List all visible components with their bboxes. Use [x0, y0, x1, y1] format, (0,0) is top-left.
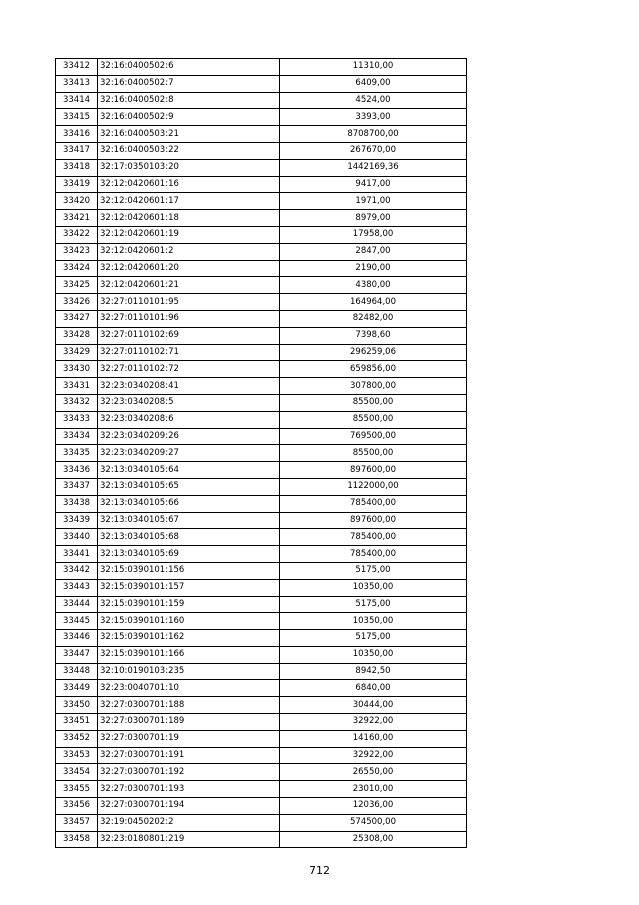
row-number-cell: 33434 — [56, 428, 98, 445]
row-number-cell: 33436 — [56, 462, 98, 479]
table-row — [56, 210, 467, 227]
table-row — [56, 260, 467, 277]
cadastral-number-cell: 32:16:0400502:6 — [98, 59, 280, 76]
value-cell: 785400,00 — [280, 529, 467, 546]
row-number-cell: 33448 — [56, 663, 98, 680]
cadastral-number-cell: 32:12:0420601:20 — [98, 260, 280, 277]
value-cell: 1122000,00 — [280, 478, 467, 495]
table-row — [56, 59, 467, 76]
value-cell: 32922,00 — [280, 747, 467, 764]
row-number-cell: 33446 — [56, 630, 98, 647]
row-number-cell: 33420 — [56, 193, 98, 210]
value-cell: 7398,60 — [280, 327, 467, 344]
value-cell: 5175,00 — [280, 562, 467, 579]
value-cell: 897600,00 — [280, 512, 467, 529]
table-row — [56, 798, 467, 815]
value-cell: 10350,00 — [280, 646, 467, 663]
row-number-cell: 33443 — [56, 579, 98, 596]
table-row — [56, 512, 467, 529]
table-row — [56, 361, 467, 378]
table-row — [56, 142, 467, 159]
table-row — [56, 730, 467, 747]
cadastral-number-cell: 32:13:0340105:68 — [98, 529, 280, 546]
value-cell: 25308,00 — [280, 831, 467, 848]
value-cell: 6409,00 — [280, 75, 467, 92]
table-row — [56, 495, 467, 512]
row-number-cell: 33438 — [56, 495, 98, 512]
value-cell: 5175,00 — [280, 596, 467, 613]
cadastral-number-cell: 32:23:0340209:26 — [98, 428, 280, 445]
table-row — [56, 159, 467, 176]
row-number-cell: 33447 — [56, 646, 98, 663]
value-cell: 307800,00 — [280, 378, 467, 395]
row-number-cell: 33427 — [56, 310, 98, 327]
table-row — [56, 831, 467, 848]
value-cell: 82482,00 — [280, 310, 467, 327]
value-cell: 296259,06 — [280, 344, 467, 361]
value-cell: 2847,00 — [280, 243, 467, 260]
row-number-cell: 33444 — [56, 596, 98, 613]
cadastral-number-cell: 32:23:0340208:41 — [98, 378, 280, 395]
cadastral-number-cell: 32:16:0400502:8 — [98, 92, 280, 109]
cadastral-number-cell: 32:27:0300701:192 — [98, 764, 280, 781]
table-row — [56, 176, 467, 193]
value-cell: 897600,00 — [280, 462, 467, 479]
value-cell: 23010,00 — [280, 781, 467, 798]
value-cell: 10350,00 — [280, 579, 467, 596]
cadastral-number-cell: 32:12:0420601:16 — [98, 176, 280, 193]
row-number-cell: 33458 — [56, 831, 98, 848]
row-number-cell: 33457 — [56, 814, 98, 831]
table-row — [56, 243, 467, 260]
row-number-cell: 33439 — [56, 512, 98, 529]
cadastral-number-cell: 32:27:0300701:191 — [98, 747, 280, 764]
cadastral-number-cell: 32:13:0340105:66 — [98, 495, 280, 512]
table-row — [56, 579, 467, 596]
row-number-cell: 33429 — [56, 344, 98, 361]
cadastral-number-cell: 32:23:0340208:5 — [98, 394, 280, 411]
table-row — [56, 630, 467, 647]
row-number-cell: 33452 — [56, 730, 98, 747]
table-row — [56, 378, 467, 395]
row-number-cell: 33449 — [56, 680, 98, 697]
value-cell: 17958,00 — [280, 226, 467, 243]
table-row — [56, 546, 467, 563]
row-number-cell: 33453 — [56, 747, 98, 764]
row-number-cell: 33433 — [56, 411, 98, 428]
row-number-cell: 33455 — [56, 781, 98, 798]
cadastral-number-cell: 32:16:0400503:22 — [98, 142, 280, 159]
row-number-cell: 33435 — [56, 445, 98, 462]
row-number-cell: 33428 — [56, 327, 98, 344]
row-number-cell: 33414 — [56, 92, 98, 109]
value-cell: 267670,00 — [280, 142, 467, 159]
cadastral-number-cell: 32:17:0350103:20 — [98, 159, 280, 176]
table-row — [56, 344, 467, 361]
row-number-cell: 33442 — [56, 562, 98, 579]
cadastral-number-cell: 32:27:0110101:96 — [98, 310, 280, 327]
cadastral-number-cell: 32:15:0390101:166 — [98, 646, 280, 663]
table-row — [56, 714, 467, 731]
row-number-cell: 33430 — [56, 361, 98, 378]
value-cell: 3393,00 — [280, 109, 467, 126]
value-cell: 769500,00 — [280, 428, 467, 445]
table-row — [56, 75, 467, 92]
cadastral-number-cell: 32:23:0340209:27 — [98, 445, 280, 462]
table-row — [56, 781, 467, 798]
cadastral-number-cell: 32:27:0110101:95 — [98, 294, 280, 311]
table-row — [56, 109, 467, 126]
row-number-cell: 33412 — [56, 59, 98, 76]
value-cell: 12036,00 — [280, 798, 467, 815]
cadastral-number-cell: 32:27:0110102:71 — [98, 344, 280, 361]
cadastral-number-cell: 32:27:0300701:194 — [98, 798, 280, 815]
cadastral-number-cell: 32:12:0420601:18 — [98, 210, 280, 227]
cadastral-number-cell: 32:27:0300701:189 — [98, 714, 280, 731]
value-cell: 8979,00 — [280, 210, 467, 227]
row-number-cell: 33426 — [56, 294, 98, 311]
cadastral-number-cell: 32:27:0300701:193 — [98, 781, 280, 798]
table-row — [56, 613, 467, 630]
row-number-cell: 33441 — [56, 546, 98, 563]
cadastral-number-cell: 32:27:0300701:19 — [98, 730, 280, 747]
value-cell: 26550,00 — [280, 764, 467, 781]
row-number-cell: 33421 — [56, 210, 98, 227]
value-cell: 30444,00 — [280, 697, 467, 714]
value-cell: 8708700,00 — [280, 126, 467, 143]
table-row — [56, 226, 467, 243]
table-row — [56, 445, 467, 462]
cadastral-number-cell: 32:13:0340105:67 — [98, 512, 280, 529]
row-number-cell: 33415 — [56, 109, 98, 126]
table-row — [56, 327, 467, 344]
cadastral-number-cell: 32:19:0450202:2 — [98, 814, 280, 831]
table-row — [56, 394, 467, 411]
cadastral-number-cell: 32:13:0340105:69 — [98, 546, 280, 563]
table-row — [56, 411, 467, 428]
table-row — [56, 596, 467, 613]
value-cell: 5175,00 — [280, 630, 467, 647]
table-row — [56, 92, 467, 109]
cadastral-number-cell: 32:12:0420601:17 — [98, 193, 280, 210]
cadastral-number-cell: 32:16:0400502:9 — [98, 109, 280, 126]
cadastral-number-cell: 32:16:0400502:7 — [98, 75, 280, 92]
value-cell: 14160,00 — [280, 730, 467, 747]
table-row — [56, 646, 467, 663]
property-value-table — [55, 58, 467, 848]
value-cell: 85500,00 — [280, 411, 467, 428]
cadastral-number-cell: 32:27:0300701:188 — [98, 697, 280, 714]
value-cell: 2190,00 — [280, 260, 467, 277]
cadastral-number-cell: 32:15:0390101:157 — [98, 579, 280, 596]
cadastral-number-cell: 32:15:0390101:159 — [98, 596, 280, 613]
row-number-cell: 33432 — [56, 394, 98, 411]
value-cell: 85500,00 — [280, 394, 467, 411]
value-cell: 8942,50 — [280, 663, 467, 680]
cadastral-number-cell: 32:23:0040701:10 — [98, 680, 280, 697]
cadastral-number-cell: 32:27:0110102:69 — [98, 327, 280, 344]
row-number-cell: 33413 — [56, 75, 98, 92]
row-number-cell: 33440 — [56, 529, 98, 546]
cadastral-number-cell: 32:27:0110102:72 — [98, 361, 280, 378]
cadastral-number-cell: 32:12:0420601:2 — [98, 243, 280, 260]
row-number-cell: 33423 — [56, 243, 98, 260]
row-number-cell: 33451 — [56, 714, 98, 731]
table-row — [56, 764, 467, 781]
row-number-cell: 33431 — [56, 378, 98, 395]
cadastral-number-cell: 32:16:0400503:21 — [98, 126, 280, 143]
row-number-cell: 33416 — [56, 126, 98, 143]
value-cell: 32922,00 — [280, 714, 467, 731]
row-number-cell: 33417 — [56, 142, 98, 159]
table-row — [56, 680, 467, 697]
value-cell: 574500,00 — [280, 814, 467, 831]
cadastral-number-cell: 32:13:0340105:65 — [98, 478, 280, 495]
row-number-cell: 33422 — [56, 226, 98, 243]
value-cell: 659856,00 — [280, 361, 467, 378]
value-cell: 10350,00 — [280, 613, 467, 630]
row-number-cell: 33418 — [56, 159, 98, 176]
cadastral-number-cell: 32:10:0190103:235 — [98, 663, 280, 680]
value-cell: 6840,00 — [280, 680, 467, 697]
row-number-cell: 33424 — [56, 260, 98, 277]
table-row — [56, 294, 467, 311]
value-cell: 11310,00 — [280, 59, 467, 76]
value-cell: 785400,00 — [280, 495, 467, 512]
table-row — [56, 193, 467, 210]
cadastral-number-cell: 32:12:0420601:21 — [98, 277, 280, 294]
table-row — [56, 310, 467, 327]
cadastral-number-cell: 32:13:0340105:64 — [98, 462, 280, 479]
value-cell: 164964,00 — [280, 294, 467, 311]
table-body — [56, 59, 467, 848]
row-number-cell: 33454 — [56, 764, 98, 781]
cadastral-number-cell: 32:15:0390101:162 — [98, 630, 280, 647]
table-row — [56, 697, 467, 714]
table-row — [56, 462, 467, 479]
row-number-cell: 33445 — [56, 613, 98, 630]
cadastral-number-cell: 32:12:0420601:19 — [98, 226, 280, 243]
value-cell: 9417,00 — [280, 176, 467, 193]
value-cell: 4524,00 — [280, 92, 467, 109]
cadastral-number-cell: 32:23:0340208:6 — [98, 411, 280, 428]
table-row — [56, 277, 467, 294]
table-row — [56, 747, 467, 764]
value-cell: 85500,00 — [280, 445, 467, 462]
page-number: 712 — [309, 864, 330, 877]
value-cell: 1442169,36 — [280, 159, 467, 176]
table-row — [56, 814, 467, 831]
cadastral-number-cell: 32:23:0180801:219 — [98, 831, 280, 848]
value-cell: 4380,00 — [280, 277, 467, 294]
row-number-cell: 33450 — [56, 697, 98, 714]
row-number-cell: 33425 — [56, 277, 98, 294]
row-number-cell: 33419 — [56, 176, 98, 193]
table-row — [56, 428, 467, 445]
row-number-cell: 33437 — [56, 478, 98, 495]
value-cell: 1971,00 — [280, 193, 467, 210]
cadastral-number-cell: 32:15:0390101:156 — [98, 562, 280, 579]
value-cell: 785400,00 — [280, 546, 467, 563]
cadastral-number-cell: 32:15:0390101:160 — [98, 613, 280, 630]
table-row — [56, 126, 467, 143]
table-row — [56, 529, 467, 546]
table-row — [56, 478, 467, 495]
table-row — [56, 562, 467, 579]
table-row — [56, 663, 467, 680]
row-number-cell: 33456 — [56, 798, 98, 815]
